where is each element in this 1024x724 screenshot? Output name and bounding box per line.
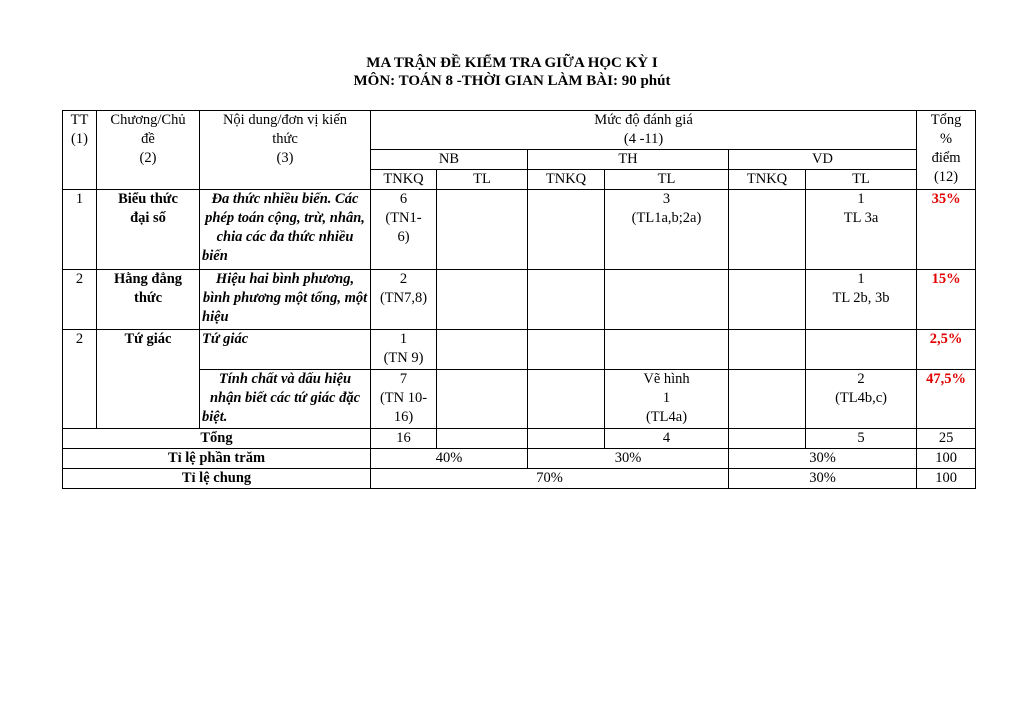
row-tong: 35%	[917, 190, 976, 270]
level-vd: VD	[729, 150, 917, 170]
total-vd-tnkq	[729, 429, 806, 449]
subcol-th-tnkq: TNKQ	[528, 170, 605, 190]
mucdo-header: Mức độ đánh giá (4 -11)	[371, 111, 917, 150]
row-chuong: Hằng đẳng thức	[97, 270, 200, 330]
table-row	[63, 190, 976, 270]
overall-row	[63, 469, 976, 489]
row-nb-tnkq: 1 (TN 9)	[371, 330, 437, 370]
row-nb-tl	[437, 330, 528, 370]
header-row-1	[63, 111, 976, 150]
row-tong: 47,5%	[917, 370, 976, 429]
row-noidung: Hiệu hai bình phương, bình phương một tổng, một hiệu	[200, 270, 371, 330]
row-chuong: Tứ giác	[97, 330, 200, 429]
percent-tong: 100	[917, 449, 976, 469]
row-th-tnkq	[528, 370, 605, 429]
row-th-tnkq	[528, 270, 605, 330]
row-tong: 15%	[917, 270, 976, 330]
subcol-vd-tl: TL	[806, 170, 917, 190]
chuong-header: Chương/Chủ đề (2)	[97, 111, 200, 190]
row-nb-tnkq: 7 (TN 10- 16)	[371, 370, 437, 429]
row-tt: 2	[63, 330, 97, 429]
row-th-tl: Vẽ hình 1 (TL4a)	[605, 370, 729, 429]
total-vd-tl: 5	[806, 429, 917, 449]
overall-nb-th: 70%	[371, 469, 729, 489]
row-nb-tnkq: 6 (TN1- 6)	[371, 190, 437, 270]
document-title: MA TRẬN ĐỀ KIỂM TRA GIỮA HỌC KỲ I	[366, 55, 658, 71]
row-tong: 2,5%	[917, 330, 976, 370]
row-nb-tl	[437, 270, 528, 330]
row-nb-tl	[437, 190, 528, 270]
row-chuong: Biểu thức đại số	[97, 190, 200, 270]
row-th-tl: 3 (TL1a,b;2a)	[605, 190, 729, 270]
assessment-matrix-table	[62, 110, 976, 489]
overall-vd: 30%	[729, 469, 917, 489]
overall-label: Tỉ lệ chung	[63, 469, 371, 489]
row-vd-tnkq	[729, 330, 806, 370]
document-subtitle: MÔN: TOÁN 8 -THỜI GIAN LÀM BÀI: 90 phút	[353, 73, 671, 89]
percent-vd: 30%	[729, 449, 917, 469]
row-th-tnkq	[528, 330, 605, 370]
row-vd-tnkq	[729, 190, 806, 270]
total-label: Tổng	[63, 429, 371, 449]
percent-row	[63, 449, 976, 469]
level-nb: NB	[371, 150, 528, 170]
percent-th: 30%	[528, 449, 729, 469]
row-th-tl	[605, 270, 729, 330]
row-noidung: Tứ giác	[200, 330, 371, 370]
row-vd-tl: 1 TL 2b, 3b	[806, 270, 917, 330]
tong-header: Tổng % điểm (12)	[917, 111, 976, 190]
row-vd-tl	[806, 330, 917, 370]
overall-tong: 100	[917, 469, 976, 489]
row-tt: 1	[63, 190, 97, 270]
row-th-tnkq	[528, 190, 605, 270]
row-nb-tnkq: 2 (TN7,8)	[371, 270, 437, 330]
level-th: TH	[528, 150, 729, 170]
row-vd-tl: 2 (TL4b,c)	[806, 370, 917, 429]
table-row	[63, 330, 976, 370]
row-tt: 2	[63, 270, 97, 330]
total-th-tnkq	[528, 429, 605, 449]
total-tong: 25	[917, 429, 976, 449]
subcol-nb-tnkq: TNKQ	[371, 170, 437, 190]
total-row	[63, 429, 976, 449]
noidung-header: Nội dung/đơn vị kiến thức (3)	[200, 111, 371, 190]
table-row	[63, 270, 976, 330]
total-th-tl: 4	[605, 429, 729, 449]
percent-nb: 40%	[371, 449, 528, 469]
tt-header: TT (1)	[63, 111, 97, 190]
total-nb-tnkq: 16	[371, 429, 437, 449]
row-noidung: Đa thức nhiều biến. Các phép toán cộng, trừ, nhân, chia các đa thức nhiều biến	[200, 190, 371, 270]
percent-label: Tỉ lệ phần trăm	[63, 449, 371, 469]
row-vd-tl: 1 TL 3a	[806, 190, 917, 270]
row-vd-tnkq	[729, 370, 806, 429]
subcol-th-tl: TL	[605, 170, 729, 190]
row-vd-tnkq	[729, 270, 806, 330]
total-nb-tl	[437, 429, 528, 449]
subcol-nb-tl: TL	[437, 170, 528, 190]
table-row	[63, 370, 976, 429]
subcol-vd-tnkq: TNKQ	[729, 170, 806, 190]
row-noidung: Tính chất và dấu hiệu nhận biết các tứ giác đặc biệt.	[200, 370, 371, 429]
row-nb-tl	[437, 370, 528, 429]
row-th-tl	[605, 330, 729, 370]
